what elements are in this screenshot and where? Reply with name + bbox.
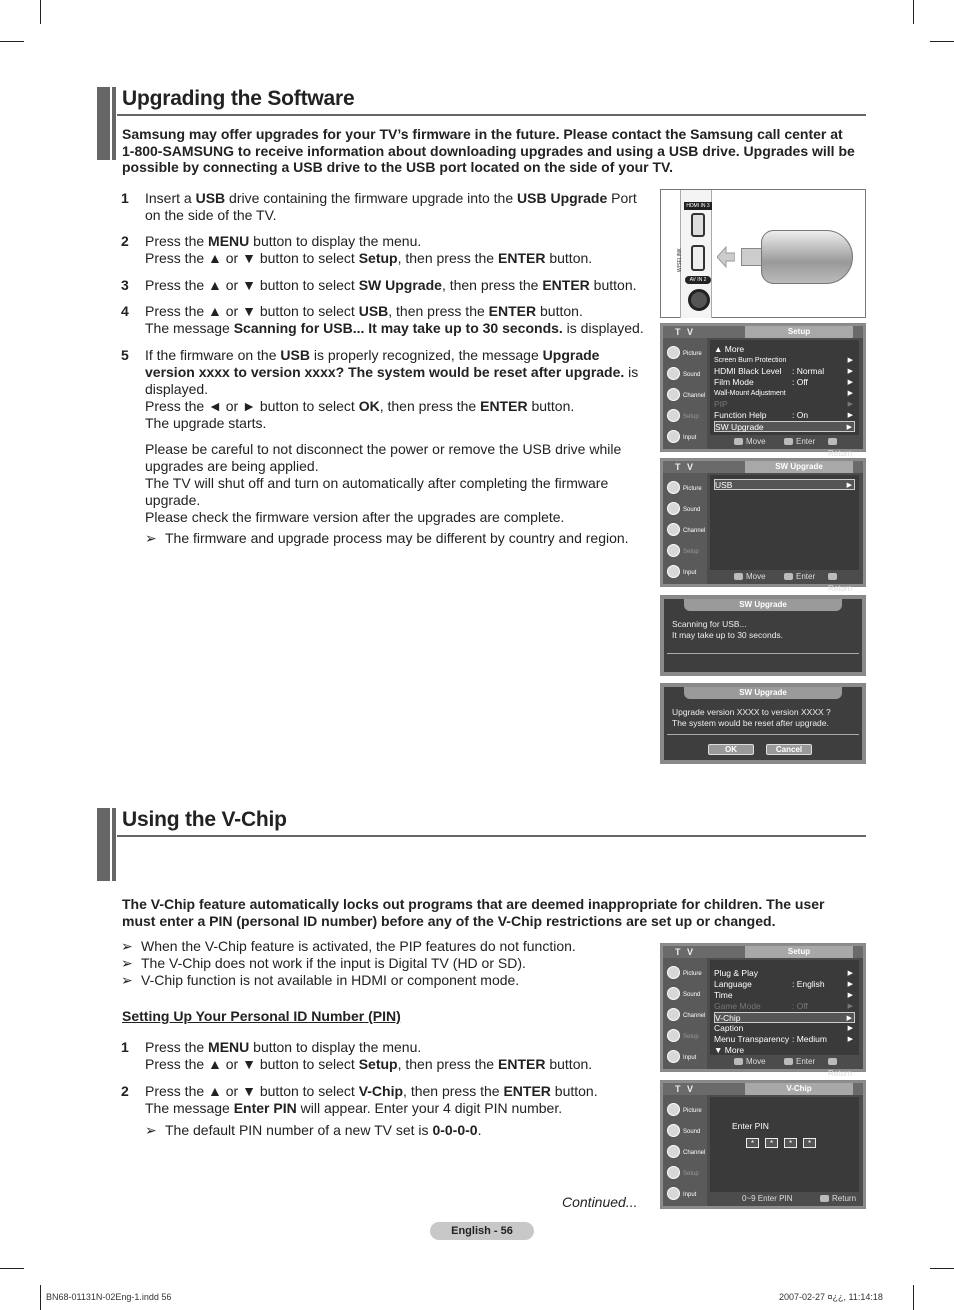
usb-port-icon: [691, 245, 705, 271]
file-name: BN68-01131N-02Eng-1.indd 56: [46, 1292, 172, 1302]
osd-side-sound[interactable]: Sound: [665, 1121, 705, 1141]
para-line: The TV will shut off and turn on automatically after completing the firmware: [145, 475, 609, 491]
section-title: Upgrading the Software: [122, 87, 355, 110]
step-number: 4: [121, 303, 129, 319]
pin-note: ➢ The default PIN number of a new TV set is 0-0-0-0.: [145, 1122, 482, 1138]
pin-digit-1[interactable]: *: [746, 1138, 759, 1148]
dialog-text: Upgrade version XXXX to version XXXX ?: [672, 707, 831, 717]
step-line: version xxxx to version xxxx? The system would be reset after upgrade. is: [145, 364, 639, 380]
channel-icon: [667, 1008, 680, 1021]
crop-mark: [930, 1268, 954, 1269]
av-label: AV IN 2: [685, 276, 711, 284]
picture-icon: [667, 346, 680, 359]
usb-port-image: [660, 189, 866, 318]
step-number: 3: [121, 277, 129, 293]
enter-icon: [784, 573, 793, 580]
step-number: 1: [121, 190, 129, 206]
menu-item-selected[interactable]: USB ▶: [714, 479, 855, 490]
menu-item: PIP ▶: [714, 399, 853, 409]
osd-menu-list: [710, 475, 859, 570]
cancel-button[interactable]: Cancel: [766, 744, 812, 755]
osd-side-sound[interactable]: Sound: [665, 499, 705, 519]
osd-side-setup[interactable]: Setup: [665, 406, 705, 426]
note: [145, 530, 645, 547]
osd-side-channel[interactable]: Channel: [665, 385, 705, 405]
setup-icon: [667, 544, 680, 557]
para-line: upgrades are being applied.: [145, 458, 319, 474]
section-intro: Samsung may offer upgrades for your TV’s firmware in the future. Please contact the Samsung call center at 1-800-SAMSUNG to receive information about downloading upgrades and using a USB drive. Upgrades will be possible by connecting a USB drive to the USB port located on the side of your TV.: [122, 126, 855, 175]
setup-icon: [667, 1166, 680, 1179]
menu-item[interactable]: Time ▶: [714, 990, 853, 1000]
menu-item[interactable]: Wall-Mount Adjustment ▶: [714, 390, 853, 397]
subheading: Setting Up Your Personal ID Number (PIN): [122, 1008, 401, 1024]
vchip-note-3: ➢ V-Chip function is not available in HDMI or component mode.: [121, 972, 520, 988]
osd-side-picture[interactable]: Picture: [665, 963, 705, 983]
osd-menu-list: [710, 340, 859, 435]
pin-hint: 0~9 Enter PIN: [742, 1194, 793, 1203]
menu-item[interactable]: Plug & Play ▶: [714, 968, 853, 978]
menu-item-selected[interactable]: V-Chip ▶: [714, 1012, 855, 1023]
osd-pin-panel: [710, 1097, 859, 1192]
vchip-note-1: ➢ When the V-Chip feature is activated, the PIP features do not function.: [121, 938, 576, 954]
section-title: Using the V-Chip: [122, 808, 287, 831]
menu-item[interactable]: Menu Transparency : Medium ▶: [714, 1034, 853, 1044]
step-line: Press the MENU button to display the menu.: [145, 1039, 422, 1055]
osd-sw-upgrade-menu: [660, 458, 866, 593]
arrow-icon: ➢: [121, 938, 133, 954]
menu-item[interactable]: ▼ More: [714, 1045, 745, 1055]
osd-side-channel[interactable]: Channel: [665, 1005, 705, 1025]
step-line: Insert a USB drive containing the firmware upgrade into the USB Upgrade Port: [145, 190, 637, 206]
crop-mark: [0, 41, 24, 42]
osd-side-picture[interactable]: Picture: [665, 478, 705, 498]
menu-item[interactable]: Function Help : On ▶: [714, 410, 853, 420]
move-icon: [734, 438, 743, 445]
vchip-note-2: ➢ The V-Chip does not work if the input is Digital TV (HD or SD).: [121, 955, 526, 971]
step-number: 2: [121, 233, 129, 249]
dialog-scanning: [660, 595, 866, 676]
enter-icon: [784, 1058, 793, 1065]
default-pin: 0-0-0-0: [432, 1122, 478, 1138]
osd-side-setup[interactable]: Setup: [665, 541, 705, 561]
osd-tv-label: T V: [675, 947, 696, 957]
section-rule: [117, 835, 866, 837]
osd-side-setup[interactable]: Setup: [665, 1026, 705, 1046]
dialog-title: SW Upgrade: [684, 599, 842, 611]
step-line: If the firmware on the USB is properly recognized, the message Upgrade: [145, 347, 600, 363]
osd-tab-title: Setup: [745, 326, 853, 338]
osd-tv-label: T V: [675, 462, 696, 472]
input-icon: [667, 1187, 680, 1200]
crop-mark: [913, 1285, 914, 1310]
para-line: upgrade.: [145, 492, 201, 508]
dialog-text: Scanning for USB...: [672, 619, 747, 629]
step-line: Press the ▲ or ▼ button to select Setup, then press the ENTER button.: [145, 250, 593, 266]
crop-mark: [40, 1285, 41, 1310]
step-line: Press the ▲ or ▼ button to select V-Chip, then press the ENTER button.: [145, 1083, 598, 1099]
step-line: Press the ▲ or ▼ button to select Setup, then press the ENTER button.: [145, 1056, 593, 1072]
ok-button[interactable]: OK: [708, 744, 754, 755]
step-line: The message Scanning for USB... It may take up to 30 seconds. is displayed.: [145, 320, 644, 336]
osd-side-input[interactable]: Input: [665, 1047, 705, 1067]
osd-side-input[interactable]: Input: [665, 562, 705, 582]
hdmi-label: HDMI IN 3: [684, 202, 712, 210]
step-number: 1: [121, 1039, 129, 1055]
osd-side-picture[interactable]: Picture: [665, 343, 705, 363]
osd-side-sound[interactable]: Sound: [665, 984, 705, 1004]
sound-icon: [667, 1124, 680, 1137]
move-icon: [734, 573, 743, 580]
return-icon: [828, 1058, 837, 1065]
enter-pin-label: Enter PIN: [732, 1121, 769, 1131]
arrow-icon: ➢: [121, 972, 133, 988]
usb-connector: [741, 248, 763, 266]
input-icon: [667, 1050, 680, 1063]
print-date: 2007-02-27 ¤¿¿, 11:14:18: [779, 1292, 883, 1302]
step-number: 2: [121, 1083, 129, 1099]
pin-digit-2[interactable]: *: [765, 1138, 778, 1148]
setup-icon: [667, 409, 680, 422]
step-line: displayed.: [145, 381, 209, 397]
para-line: Please check the firmware version after the upgrades are complete.: [145, 509, 565, 525]
wiselink-label: WISELINK: [677, 248, 683, 272]
section-bar: [112, 808, 116, 881]
step-line: Press the MENU button to display the menu.: [145, 233, 422, 249]
dialog-upgrade-confirm: [660, 683, 866, 764]
osd-tv-label: T V: [675, 1084, 696, 1094]
continued-label: Continued...: [562, 1194, 638, 1210]
channel-icon: [667, 523, 680, 536]
osd-menu-list: [710, 960, 859, 1055]
menu-item: Game Mode : Off ▶: [714, 1001, 853, 1011]
menu-item-selected[interactable]: SW Upgrade ▶: [714, 421, 855, 432]
usb-drive-icon: [761, 230, 853, 284]
dialog-divider: [667, 734, 859, 735]
note-text: The firmware and upgrade process may be different by country and region.: [165, 530, 629, 546]
osd-setup-menu: [660, 323, 866, 458]
caution-paragraph: [145, 441, 645, 526]
crop-mark: [0, 1268, 24, 1269]
dialog-divider: [667, 653, 859, 654]
channel-icon: [667, 388, 680, 401]
input-icon: [667, 430, 680, 443]
picture-icon: [667, 481, 680, 494]
arrow-icon: ➢: [145, 1122, 157, 1138]
step-line: Press the ◄ or ► button to select OK, then press the ENTER button.: [145, 398, 575, 414]
osd-sidebar: [663, 1095, 707, 1206]
osd-tab-title: SW Upgrade: [745, 461, 853, 473]
crop-mark: [913, 0, 914, 24]
step-line: The upgrade starts.: [145, 415, 267, 431]
para-line: Please be careful to not disconnect the power or remove the USB drive while: [145, 441, 622, 457]
setup-icon: [667, 1029, 680, 1042]
menu-item[interactable]: Film Mode : Off ▶: [714, 377, 853, 387]
hdmi-port-icon: [691, 213, 705, 237]
osd-footer: Move Enter Return: [710, 571, 859, 583]
crop-mark: [930, 41, 954, 42]
osd-tv-label: T V: [675, 327, 696, 337]
osd-vchip-pin: [660, 1080, 866, 1209]
pin-digit-3[interactable]: *: [784, 1138, 797, 1148]
arrow-icon: ➢: [145, 530, 157, 546]
insert-arrow-icon: [717, 244, 735, 270]
osd-footer: Move Enter Return: [710, 1056, 859, 1068]
osd-side-input[interactable]: Input: [665, 427, 705, 447]
channel-icon: [667, 1145, 680, 1158]
return-icon: [820, 1195, 829, 1202]
pin-digit-4[interactable]: *: [803, 1138, 816, 1148]
section-rule: [117, 114, 866, 116]
menu-item[interactable]: Screen Burn Protection ▶: [714, 357, 853, 364]
return-icon: [828, 438, 837, 445]
osd-side-setup[interactable]: Setup: [665, 1163, 705, 1183]
step-line: Press the ▲ or ▼ button to select SW Upgrade, then press the ENTER button.: [145, 277, 637, 293]
av-jack-icon: [688, 289, 710, 311]
sound-icon: [667, 502, 680, 515]
osd-tab-title: Setup: [745, 946, 853, 958]
osd-setup-menu-vchip: [660, 943, 866, 1078]
osd-tab-title: V-Chip: [745, 1083, 853, 1095]
menu-item[interactable]: Caption ▶: [714, 1023, 853, 1033]
crop-mark: [40, 0, 41, 24]
sound-icon: [667, 367, 680, 380]
page-number: English - 56: [430, 1222, 534, 1240]
arrow-icon: ➢: [121, 955, 133, 971]
section-bar: [112, 87, 116, 160]
dialog-text: The system would be reset after upgrade.: [672, 718, 829, 728]
enter-icon: [784, 438, 793, 445]
menu-item[interactable]: Language : English ▶: [714, 979, 853, 989]
osd-side-input[interactable]: Input: [665, 1184, 705, 1204]
osd-side-picture[interactable]: Picture: [665, 1100, 705, 1120]
osd-side-channel[interactable]: Channel: [665, 1142, 705, 1162]
dialog-title: SW Upgrade: [684, 687, 842, 699]
osd-sidebar: [663, 338, 707, 449]
step-line: The message Enter PIN will appear. Enter your 4 digit PIN number.: [145, 1100, 563, 1116]
step-line: Press the ▲ or ▼ button to select USB, then press the ENTER button.: [145, 303, 583, 319]
return-icon: [828, 573, 837, 580]
sound-icon: [667, 987, 680, 1000]
osd-sidebar: [663, 473, 707, 584]
menu-item[interactable]: ▲ More: [714, 344, 745, 354]
section-bar: [97, 87, 110, 160]
step-number: 5: [121, 347, 129, 363]
osd-side-channel[interactable]: Channel: [665, 520, 705, 540]
picture-icon: [667, 1103, 680, 1116]
dialog-text: It may take up to 30 seconds.: [672, 630, 784, 640]
menu-item[interactable]: HDMI Black Level : Normal ▶: [714, 366, 853, 376]
picture-icon: [667, 966, 680, 979]
osd-footer: 0~9 Enter PIN Return: [742, 1194, 857, 1203]
osd-sidebar: [663, 958, 707, 1069]
move-icon: [734, 1058, 743, 1065]
osd-side-sound[interactable]: Sound: [665, 364, 705, 384]
section-intro: The V-Chip feature automatically locks out programs that are deemed inappropriate for children. The user must enter a PIN (personal ID number) before any of the V-Chip restrictions are set up or changed.: [122, 896, 825, 929]
section-bar: [97, 808, 110, 881]
osd-footer: Move Enter Return: [710, 436, 859, 448]
input-icon: [667, 565, 680, 578]
step-line: on the side of the TV.: [145, 207, 277, 223]
